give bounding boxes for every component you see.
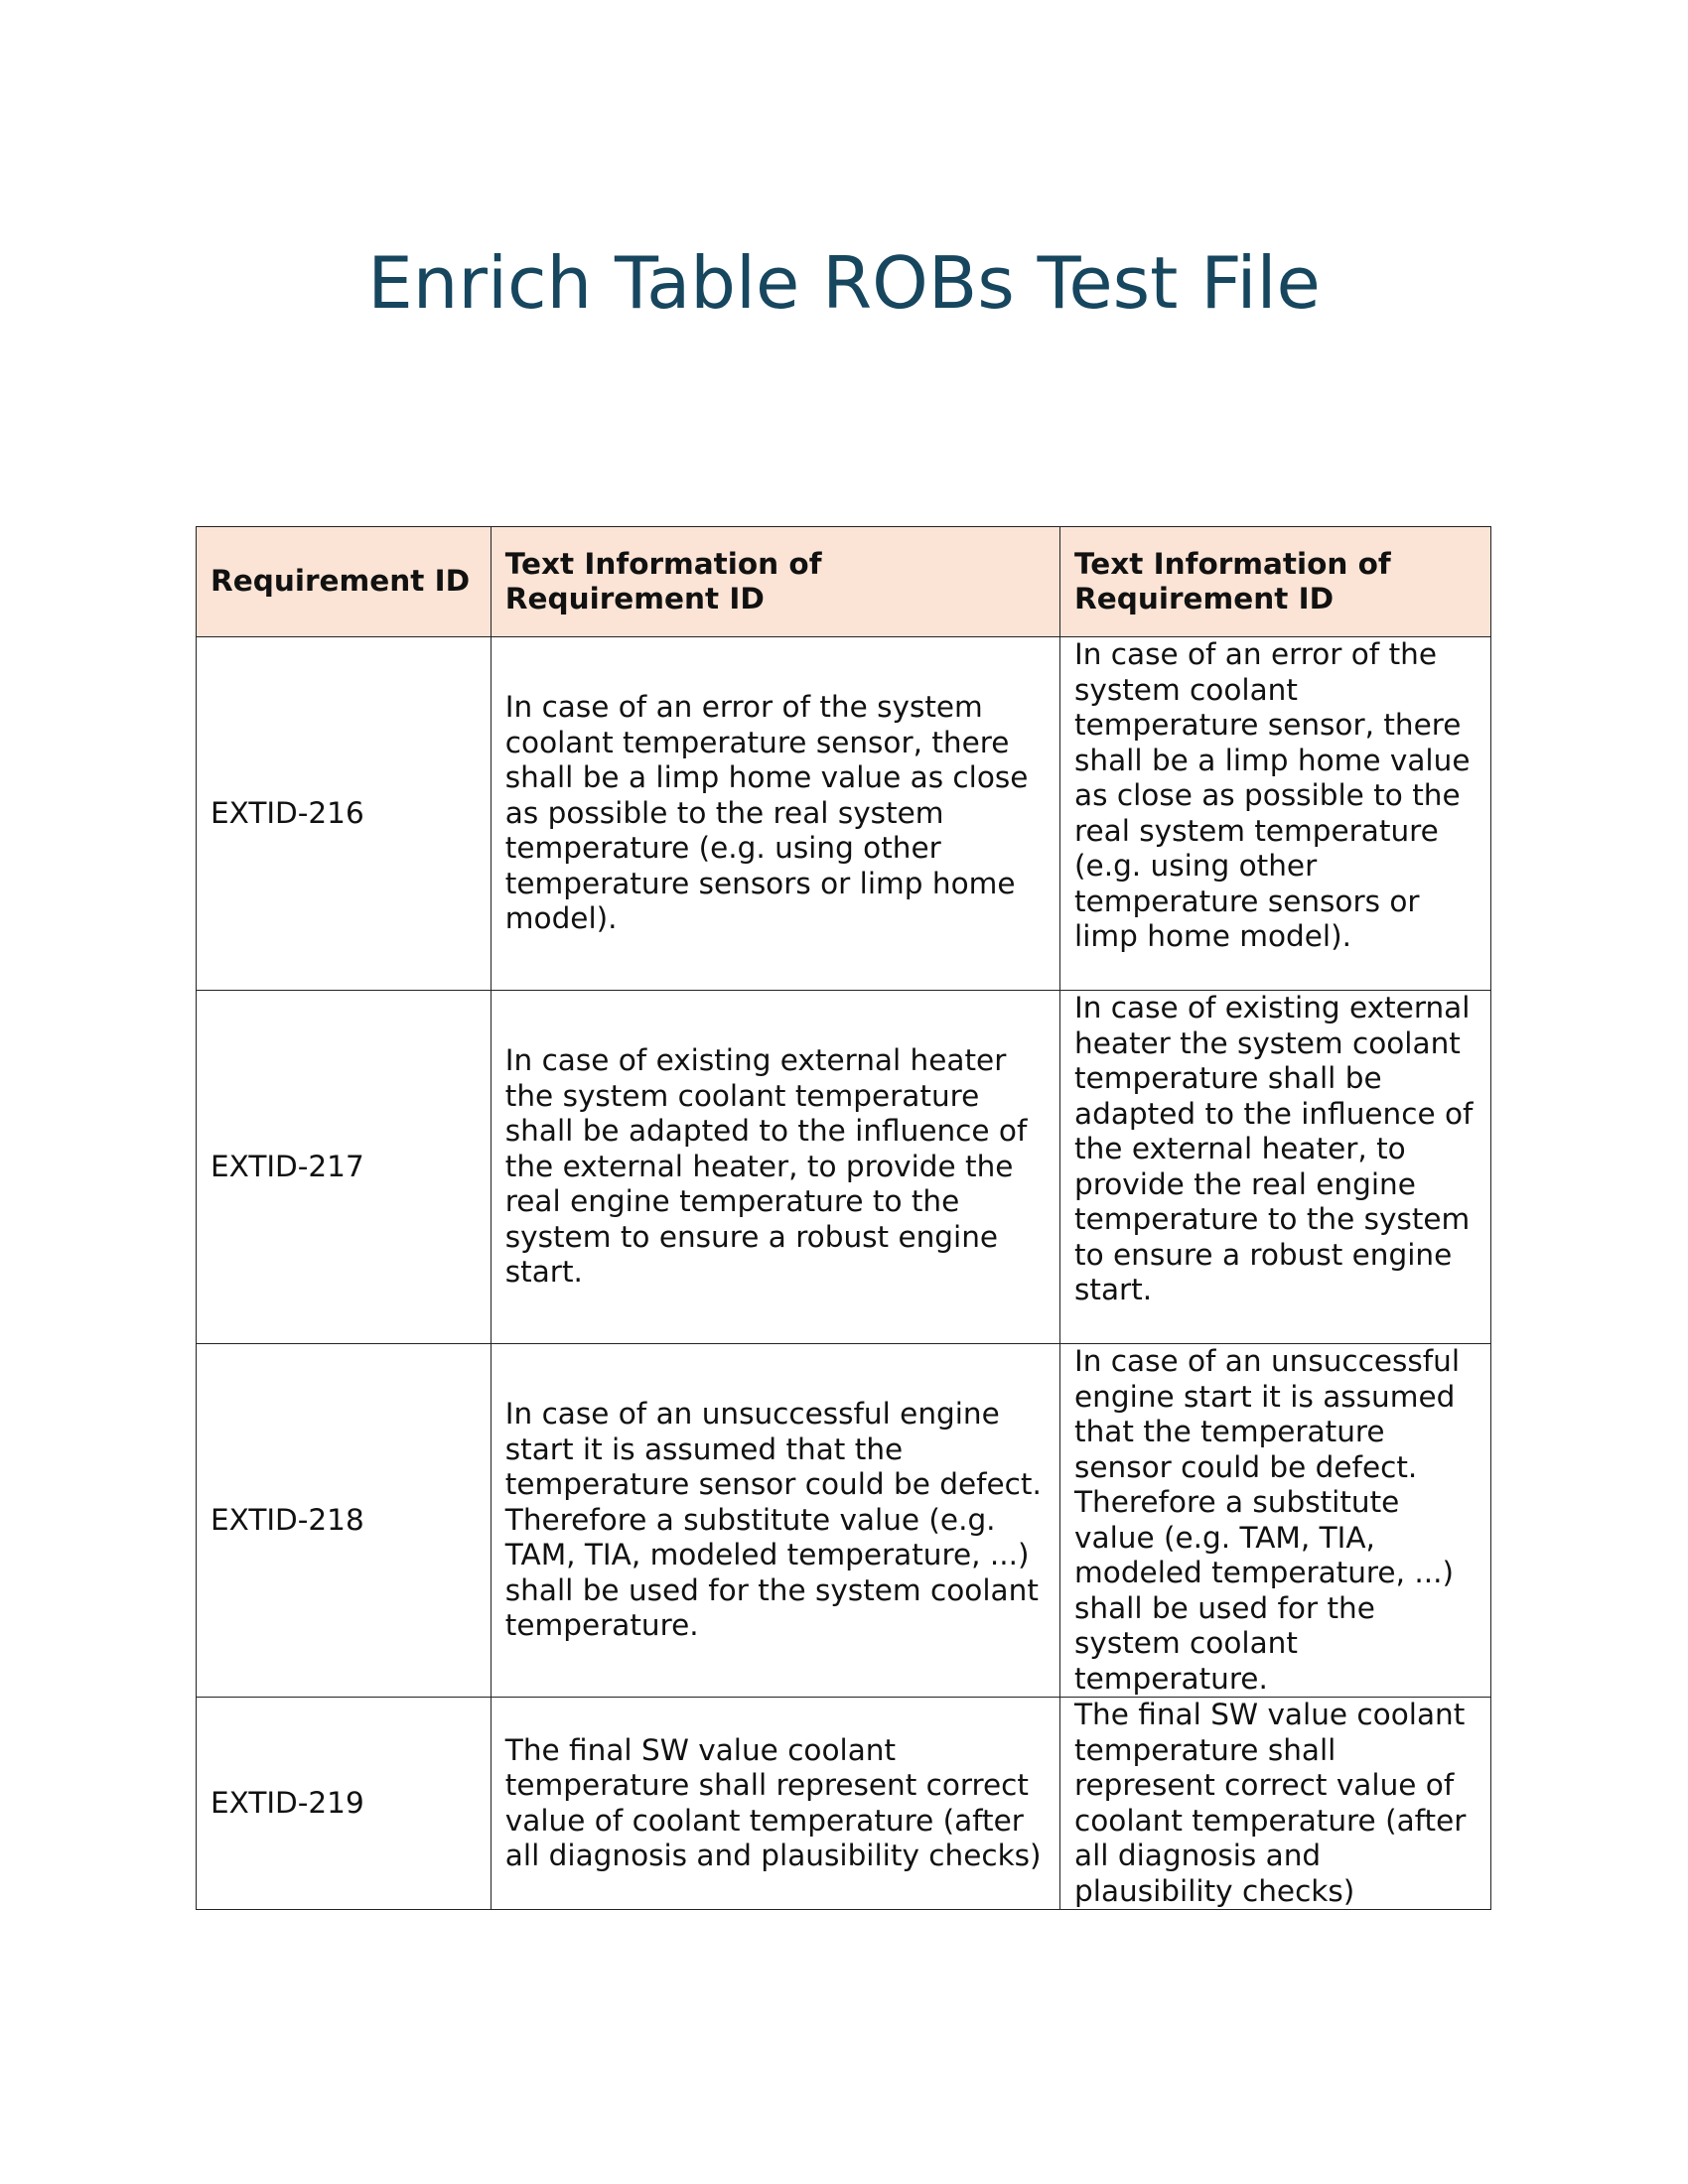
table-header-row bbox=[197, 527, 1491, 637]
requirement-text-copy-cell: The final SW value coolant temperature shall represent correct value of coolant temperature (after all diagnosis and plausibility checks) bbox=[1060, 1698, 1491, 1910]
table-row bbox=[197, 1698, 1491, 1910]
requirement-id-cell: EXTID-217 bbox=[197, 991, 492, 1344]
requirement-text-cell: In case of an unsuccessful engine start it is assumed that the temperature sensor could be defect. Therefore a substitute value (e.g. TAM, TIA, modeled temperature, ...) shall be used for the system coolant temperature. bbox=[491, 1344, 1059, 1698]
requirements-table bbox=[196, 526, 1491, 1910]
requirement-text-cell: In case of existing external heater the system coolant temperature shall be adapted to the influence of the external heater, to provide the real engine temperature to the system to ensure a robust engine start. bbox=[491, 991, 1059, 1344]
requirement-text-copy-cell: In case of existing external heater the system coolant temperature shall be adapted to the influence of the external heater, to provide the real engine temperature to the system to ensure a robust engine start. bbox=[1060, 991, 1491, 1344]
header-text-information: Text Information of Requirement ID bbox=[491, 527, 1059, 637]
requirement-text-copy-cell: In case of an unsuccessful engine start it is assumed that the temperature sensor could be defect. Therefore a substitute value (e.g. TAM, TIA, modeled temperature, ...) shall be used for the system coolant temperature. bbox=[1060, 1344, 1491, 1698]
requirement-text-copy-cell: In case of an error of the system coolant temperature sensor, there shall be a limp home value as close as possible to the real system temperature (e.g. using other temperature sensors or limp home model). bbox=[1060, 637, 1491, 991]
requirement-id-cell: EXTID-216 bbox=[197, 637, 492, 991]
page-title: Enrich Table ROBs Test File bbox=[367, 241, 1321, 325]
header-requirement-id: Requirement ID bbox=[197, 527, 492, 637]
requirement-text-cell: In case of an error of the system coolant temperature sensor, there shall be a limp home value as close as possible to the real system temperature (e.g. using other temperature sensors or limp home model). bbox=[491, 637, 1059, 991]
table-row bbox=[197, 991, 1491, 1344]
table-row bbox=[197, 1344, 1491, 1698]
table-row bbox=[197, 637, 1491, 991]
requirement-text-cell: The final SW value coolant temperature shall represent correct value of coolant temperature (after all diagnosis and plausibility checks) bbox=[491, 1698, 1059, 1910]
header-text-information-copy: Text Information of Requirement ID bbox=[1060, 527, 1491, 637]
requirement-id-cell: EXTID-218 bbox=[197, 1344, 492, 1698]
requirement-id-cell: EXTID-219 bbox=[197, 1698, 492, 1910]
